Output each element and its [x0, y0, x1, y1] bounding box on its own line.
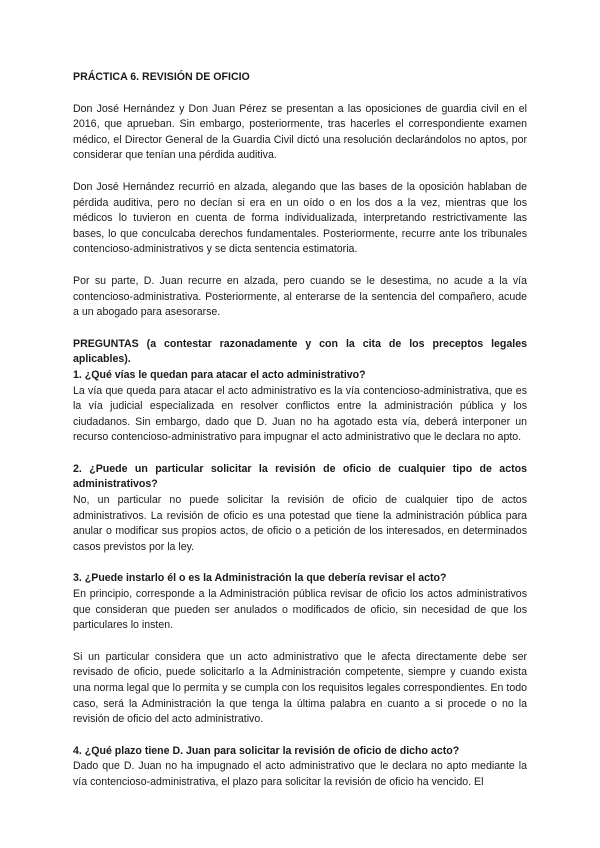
question-block-4 [73, 744, 527, 791]
intro-paragraph-3: Por su parte, D. Juan recurre en alzada, pero cuando se le desestima, no acude a la vía contencioso-administrativa. Posteriormente, al enterarse de la sentencia del compañero, acude a un abogado para asesorarse. [73, 274, 527, 319]
question-4: 4. ¿Qué plazo tiene D. Juan para solicitar la revisión de oficio de dicho acto? [73, 744, 460, 757]
question-block-1 [73, 368, 527, 446]
intro-paragraph-1: Don José Hernández y Don Juan Pérez se presentan a las oposiciones de guardia civil en el 2016, que aprueban. Sin embargo, posteriormente, tras hacerles el correspondiente examen médico, el Director General de la Guardia Civil dictó una resolución declarándolos no aptos, por considerar que tenían una pérdida auditiva. [73, 102, 527, 162]
intro-paragraph-2: Don José Hernández recurrió en alzada, alegando que las bases de la oposición hablaban de pérdida auditiva, pero no decían si era en un oído o en los dos a la vez, mientras que los médicos lo tuvieron en cuenta de forma individualizada, interpretando restrictivamente las bases, lo que conculcaba derechos fundamentales. Posteriormente, recurre ante los tribunales contencioso-administrativos y se dicta sentencia estimatoria. [73, 180, 527, 256]
document-title: PRÁCTICA 6. REVISIÓN DE OFICIO [73, 71, 250, 83]
question-block-2 [73, 462, 527, 556]
answer-3-paragraph-1: En principio, corresponde a la Administración pública revisar de oficio los actos administrativos que consideran que pueden ser anulados o modificados de oficio, sin necesidad de que los particulares lo insten. [73, 588, 527, 632]
answer-1-paragraph-1: La vía que queda para atacar el acto administrativo es la vía contencioso-administrativa, que es la vía judicial especializada en resolver conflictos entre la administración pública y los ciudadanos. Sin embargo, dado que D. Juan no ha agotado esta vía, deberá interponer un recurso contencioso-administrativo para impugnar el acto administrativo que le declara no apto. [73, 384, 527, 444]
answer-4-paragraph-1: Dado que D. Juan no ha impugnado el acto administrativo que le declara no apto mediante la vía contencioso-administrativa, el plazo para solicitar la revisión de oficio ha vencido. El [73, 760, 527, 788]
answer-2-paragraph-1: No, un particular no puede solicitar la revisión de oficio de cualquier tipo de actos administrativos. La revisión de oficio es una potestad que tiene la administración pública para anular o modificar sus propios actos, de oficio o a petición de los interesados, en determinados casos previstos por la ley. [73, 494, 527, 553]
questions-heading: PREGUNTAS (a contestar razonadamente y con la cita de los preceptos legales aplicables). [73, 337, 527, 366]
question-2: 2. ¿Puede un particular solicitar la revisión de oficio de cualquier tipo de actos administrativos? [73, 462, 527, 491]
answer-3-paragraph-2: Si un particular considera que un acto administrativo que le afecta directamente debe ser revisado de oficio, puede solicitarlo a la Administración competente, siempre y cuando exista una norma legal que lo permita y se cumpla con los requisitos legales correspondientes. En todo caso, será la Administración la que tenga la última palabra en cuanto a si procede o no la revisión de oficio del acto administrativo. [73, 650, 527, 726]
question-3: 3. ¿Puede instarlo él o es la Administración la que debería revisar el acto? [73, 572, 447, 585]
question-block-3 [73, 571, 527, 727]
question-1: 1. ¿Qué vías le quedan para atacar el acto administrativo? [73, 368, 366, 381]
